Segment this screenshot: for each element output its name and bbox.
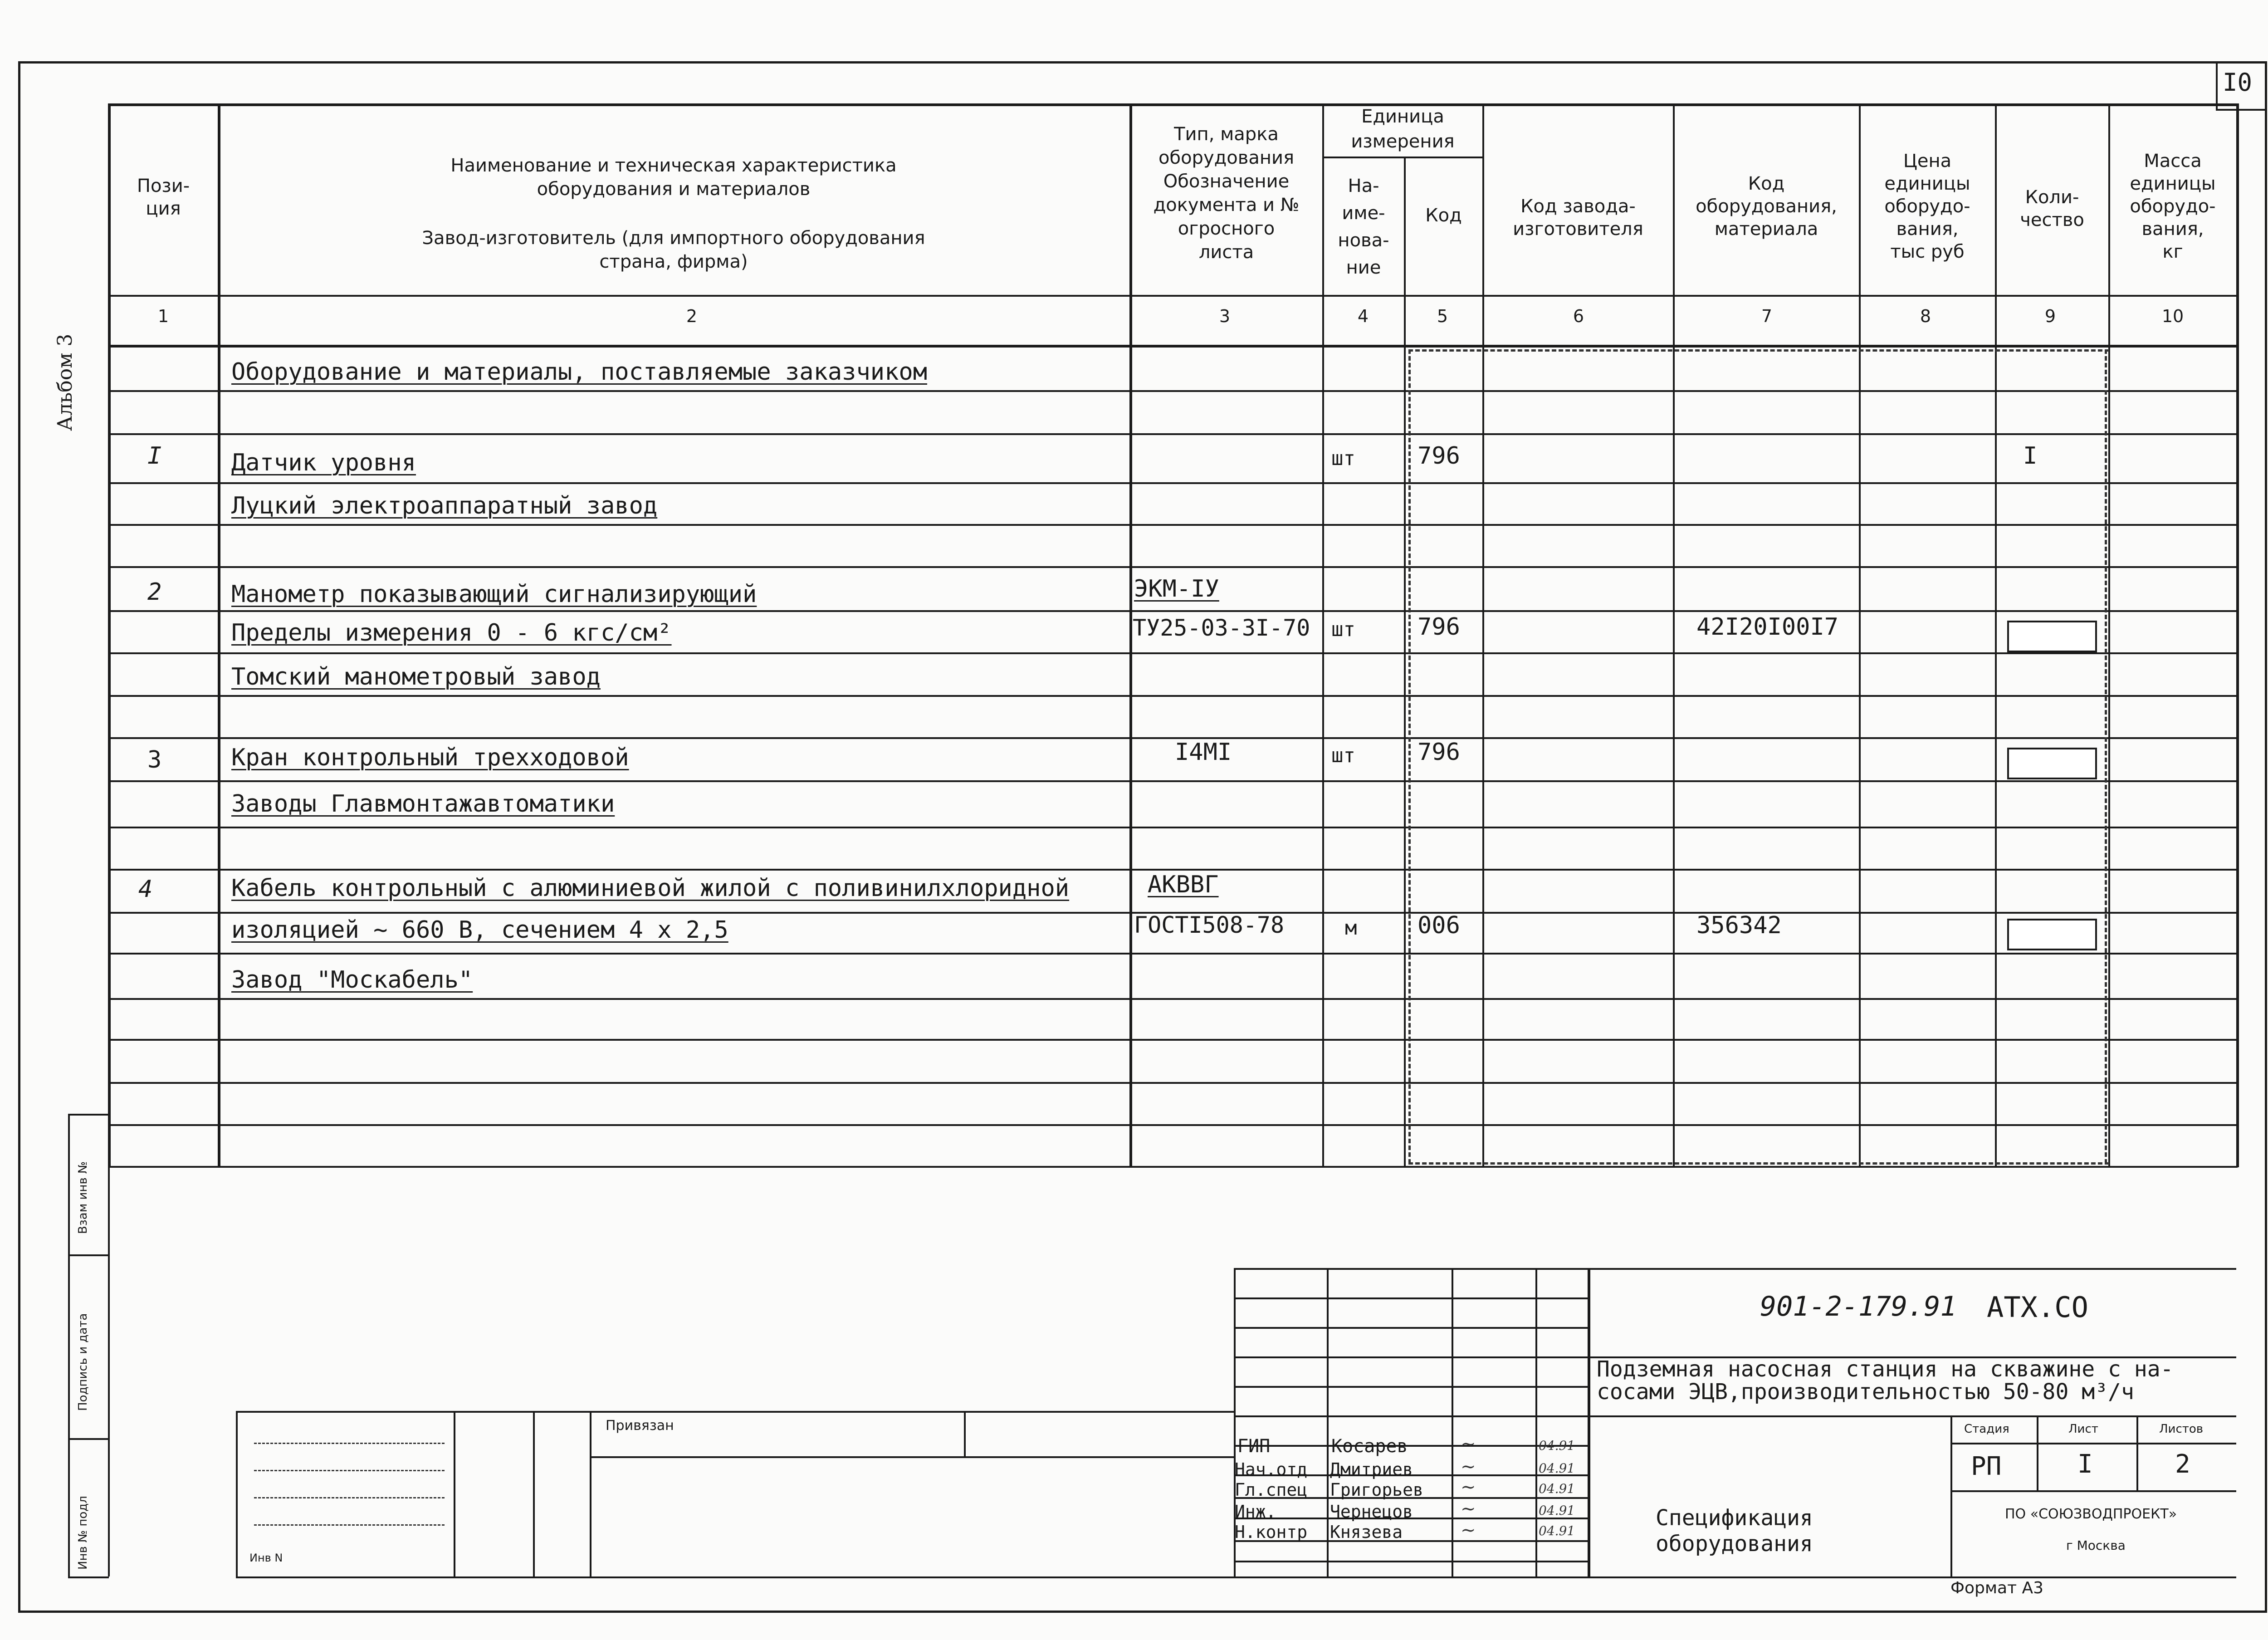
side-label-vzam: Взам инв № bbox=[76, 1161, 90, 1234]
qty-box bbox=[2007, 748, 2097, 779]
item-4-unit: м bbox=[1345, 916, 1357, 940]
stamp-dash bbox=[254, 1443, 445, 1444]
name-dmitriev: Дмитриев bbox=[1330, 1459, 1413, 1479]
col-number: 4 bbox=[1357, 306, 1369, 326]
document-mark: АТХ.СО bbox=[1987, 1291, 2088, 1324]
col-number: 7 bbox=[1761, 306, 1773, 326]
stamp-top-left bbox=[236, 1411, 1234, 1413]
stamp-dash bbox=[254, 1497, 445, 1498]
col-number: 1 bbox=[157, 306, 169, 326]
sheet-title-line1: Спецификация bbox=[1656, 1505, 1813, 1531]
listov-label: Листов bbox=[2159, 1422, 2204, 1436]
stamp-sig-row bbox=[1234, 1561, 1588, 1562]
col-number: 3 bbox=[1219, 306, 1231, 326]
col-sep-8 bbox=[1995, 103, 1997, 1167]
stamp-sig-v3 bbox=[1535, 1268, 1537, 1576]
header-unit-name: На- име- нова- ние bbox=[1338, 176, 1389, 278]
row-line bbox=[108, 869, 2238, 871]
dashed-region-bottom bbox=[1408, 1162, 2109, 1165]
qty-box bbox=[2007, 621, 2097, 652]
stamp-sig-row bbox=[1234, 1356, 1588, 1358]
col-sep-5 bbox=[1482, 103, 1484, 1167]
role-gip: ГИП bbox=[1237, 1436, 1271, 1457]
table-left bbox=[108, 103, 111, 1167]
row-line bbox=[108, 737, 2238, 739]
header-name-line1: Наименование и техническая характеристика bbox=[450, 155, 897, 176]
stamp-sig-top bbox=[1234, 1268, 2236, 1270]
side-col-left bbox=[68, 1114, 70, 1576]
table-top bbox=[108, 103, 2238, 106]
row-line bbox=[108, 827, 2238, 828]
project-title-line2: сосами ЭЦВ,производительностью 50-80 м³/ч bbox=[1597, 1379, 2134, 1405]
header-type: Тип, марка оборудования Обозначение документа и № огросного листа bbox=[1153, 124, 1300, 263]
qty-box bbox=[2007, 919, 2097, 950]
item-2-maker: Томский манометровый завод bbox=[231, 663, 601, 690]
sign-date: 04.91 bbox=[1539, 1438, 1575, 1453]
col-sep-6 bbox=[1673, 103, 1675, 1167]
item-2-code: 796 bbox=[1418, 613, 1460, 641]
item-3-name: Кран контрольный трехходовой bbox=[231, 744, 629, 771]
sign-date: 04.91 bbox=[1539, 1523, 1575, 1538]
stamp-sig-row bbox=[1234, 1327, 1588, 1329]
role-n-kontr: Н.контр bbox=[1235, 1522, 1308, 1542]
inv-n-label: Инв N bbox=[249, 1552, 283, 1564]
sign-date: 04.91 bbox=[1539, 1461, 1575, 1476]
row-line bbox=[108, 610, 2238, 612]
position-2: 2 bbox=[147, 578, 162, 606]
header-bottom bbox=[108, 295, 2238, 297]
signature-mark: ~ bbox=[1461, 1498, 1476, 1519]
sheet-number: I0 bbox=[2223, 68, 2253, 97]
stamp-sig-right bbox=[1588, 1268, 1590, 1576]
item-1-qty: I bbox=[2023, 442, 2038, 470]
name-grigoriev: Григорьев bbox=[1330, 1480, 1423, 1500]
header-position: Пози- ция bbox=[137, 176, 190, 219]
side-label-inv: Инв № подл bbox=[76, 1496, 90, 1570]
row-line bbox=[108, 390, 2238, 392]
name-chernetsov: Чернецов bbox=[1330, 1502, 1413, 1522]
stamp-v1 bbox=[454, 1411, 455, 1576]
privyazan-label: Привязан bbox=[606, 1418, 674, 1434]
item-4-code: 006 bbox=[1418, 912, 1460, 939]
item-3-type: I4MI bbox=[1175, 739, 1232, 766]
header-maker-code: Код завода- изготовителя bbox=[1513, 196, 1643, 240]
item-2-type: ЭКМ-IУ bbox=[1134, 575, 1219, 602]
organization: ПО «СОЮЗВОДПРОЕКТ» bbox=[2005, 1506, 2177, 1522]
stamp-sig-row bbox=[1234, 1386, 1588, 1388]
colnum-bottom bbox=[108, 345, 2238, 348]
col-number: 10 bbox=[2161, 306, 2184, 326]
stamp-v2 bbox=[533, 1411, 535, 1576]
item-3-maker: Заводы Главмонтажавтоматики bbox=[231, 790, 615, 818]
name-kosarev: Косарев bbox=[1331, 1436, 1408, 1457]
item-4-maker: Завод "Москабель" bbox=[231, 966, 473, 994]
side-label-podpis: Подпись и дата bbox=[76, 1313, 90, 1411]
sheet-number-box-bottom bbox=[2216, 109, 2267, 111]
col-number: 5 bbox=[1437, 306, 1448, 326]
stamp-sig-v2 bbox=[1452, 1268, 1453, 1576]
row-line bbox=[108, 482, 2238, 484]
position-1: I bbox=[147, 442, 162, 470]
item-2-unit: шт bbox=[1331, 618, 1355, 641]
side-line bbox=[68, 1254, 109, 1256]
header-price: Цена единицы оборудо- вания, тыс руб bbox=[1884, 151, 1970, 262]
stamp-sig-row bbox=[1234, 1415, 1588, 1417]
side-line bbox=[68, 1576, 109, 1578]
stamp-bottom bbox=[236, 1576, 2236, 1578]
col-number: 9 bbox=[2044, 306, 2056, 326]
role-nach-otd: Нач.отд bbox=[1235, 1459, 1308, 1479]
sign-date: 04.91 bbox=[1539, 1503, 1575, 1518]
album-label: Альбом 3 bbox=[54, 333, 77, 431]
row-line bbox=[108, 695, 2238, 697]
side-col-mid bbox=[108, 1114, 110, 1576]
sheet-title-line2: оборудования bbox=[1656, 1531, 1813, 1557]
signature-mark: ~ bbox=[1461, 1456, 1476, 1477]
signature-mark: ~ bbox=[1461, 1520, 1476, 1541]
document-code: 901-2-179.91 bbox=[1760, 1291, 1957, 1322]
signature-mark: ~ bbox=[1461, 1434, 1476, 1454]
role-inzh: Инж. bbox=[1235, 1502, 1276, 1522]
item-3-code: 796 bbox=[1418, 739, 1460, 766]
section-title: Оборудование и материалы, поставляемые заказчиком bbox=[231, 358, 928, 386]
item-4-spec: изоляцией ~ 660 В, сечением 4 х 2,5 bbox=[231, 916, 728, 944]
title-block-line bbox=[1588, 1415, 2236, 1417]
name-knyazeva: Князева bbox=[1330, 1522, 1403, 1542]
item-2-equipment-code: 42I20I00I7 bbox=[1696, 613, 1839, 641]
dashed-region-right bbox=[2105, 349, 2107, 1164]
dashed-region-top bbox=[1408, 349, 2109, 352]
stadia-label: Стадия bbox=[1964, 1422, 2009, 1436]
header-name-line2: оборудования и материалов bbox=[537, 179, 811, 200]
title-block-col bbox=[1950, 1415, 1952, 1576]
stamp-v3 bbox=[590, 1411, 591, 1576]
role-gl-spec: Гл.спец bbox=[1235, 1480, 1308, 1500]
side-line bbox=[68, 1438, 109, 1440]
unit-group-line bbox=[1322, 157, 1483, 158]
position-3: 3 bbox=[147, 746, 162, 773]
header-equipment-code: Код оборудования, материала bbox=[1696, 173, 1837, 240]
row-line bbox=[108, 1039, 2238, 1041]
item-3-unit: шт bbox=[1331, 744, 1355, 767]
list-label: Лист bbox=[2068, 1422, 2098, 1436]
row-line bbox=[108, 652, 2238, 654]
item-2-doc: ТУ25-03-3I-70 bbox=[1133, 615, 1310, 641]
sheet-number-box-left bbox=[2216, 61, 2218, 109]
row-line bbox=[108, 524, 2238, 526]
format-label: Формат А3 bbox=[1950, 1579, 2044, 1597]
col-sep-4 bbox=[1404, 157, 1406, 1167]
stamp-dash bbox=[254, 1470, 445, 1471]
header-unit-group: Единица измерения bbox=[1351, 106, 1455, 152]
row-line bbox=[108, 566, 2238, 568]
stamp-v4 bbox=[964, 1411, 966, 1456]
table-bottom bbox=[108, 1166, 2238, 1168]
title-block-col bbox=[2136, 1415, 2138, 1490]
item-1-name: Датчик уровня bbox=[231, 449, 416, 476]
stamp-sig-v1 bbox=[1327, 1268, 1329, 1576]
item-1-unit: шт bbox=[1331, 447, 1355, 470]
stamp-dash bbox=[254, 1524, 445, 1526]
row-line bbox=[108, 780, 2238, 782]
col-number: 2 bbox=[686, 306, 698, 326]
item-1-maker: Луцкий электроаппаратный завод bbox=[231, 492, 658, 519]
col-number: 8 bbox=[1920, 306, 1931, 326]
side-line bbox=[68, 1114, 109, 1116]
item-4-name: Кабель контрольный с алюминиевой жилой с поливинилхлоридной bbox=[231, 875, 1070, 902]
project-title-line1: Подземная насосная станция на скважине с на- bbox=[1597, 1356, 2174, 1382]
item-4-doc: ГОСТI508-78 bbox=[1134, 912, 1285, 938]
item-4-type: АКВВГ bbox=[1148, 871, 1219, 898]
stamp-h1 bbox=[590, 1456, 1234, 1458]
row-line bbox=[108, 998, 2238, 1000]
position-4: 4 bbox=[138, 876, 153, 903]
header-name-line3: Завод-изготовитель (для импортного оборудования bbox=[422, 228, 925, 249]
col-number: 6 bbox=[1573, 306, 1584, 326]
item-2-spec: Пределы измерения 0 - 6 кгс/см² bbox=[231, 619, 672, 646]
list-value: I bbox=[2077, 1449, 2093, 1479]
header-quantity: Коли- чество bbox=[2020, 187, 2084, 230]
title-block-line bbox=[1950, 1490, 2236, 1492]
stamp-sig-row bbox=[1234, 1297, 1588, 1299]
stadia-value: РП bbox=[1971, 1452, 2002, 1481]
title-block-col bbox=[2037, 1415, 2038, 1490]
listov-value: 2 bbox=[2175, 1449, 2190, 1479]
header-name-line4: страна, фирма) bbox=[599, 251, 748, 272]
item-1-code: 796 bbox=[1418, 442, 1460, 470]
row-line bbox=[108, 433, 2238, 435]
stamp-sig-row bbox=[1234, 1445, 1588, 1447]
sign-date: 04.91 bbox=[1539, 1481, 1575, 1496]
dashed-region-left bbox=[1408, 349, 1411, 1164]
title-block-line bbox=[1950, 1443, 2236, 1444]
header-unit-code: Код bbox=[1425, 205, 1462, 226]
header-mass: Масса единицы оборудо- вания, кг bbox=[2130, 151, 2216, 262]
item-4-equipment-code: 356342 bbox=[1696, 912, 1782, 939]
organization-city: г Москва bbox=[2066, 1538, 2126, 1553]
row-line bbox=[108, 1082, 2238, 1084]
item-2-name: Манометр показывающий сигнализирующий bbox=[231, 581, 757, 608]
table-right bbox=[2236, 103, 2239, 1167]
row-line bbox=[108, 953, 2238, 955]
row-line bbox=[108, 1124, 2238, 1126]
stamp-left bbox=[236, 1411, 238, 1576]
signature-mark: ~ bbox=[1461, 1477, 1476, 1498]
